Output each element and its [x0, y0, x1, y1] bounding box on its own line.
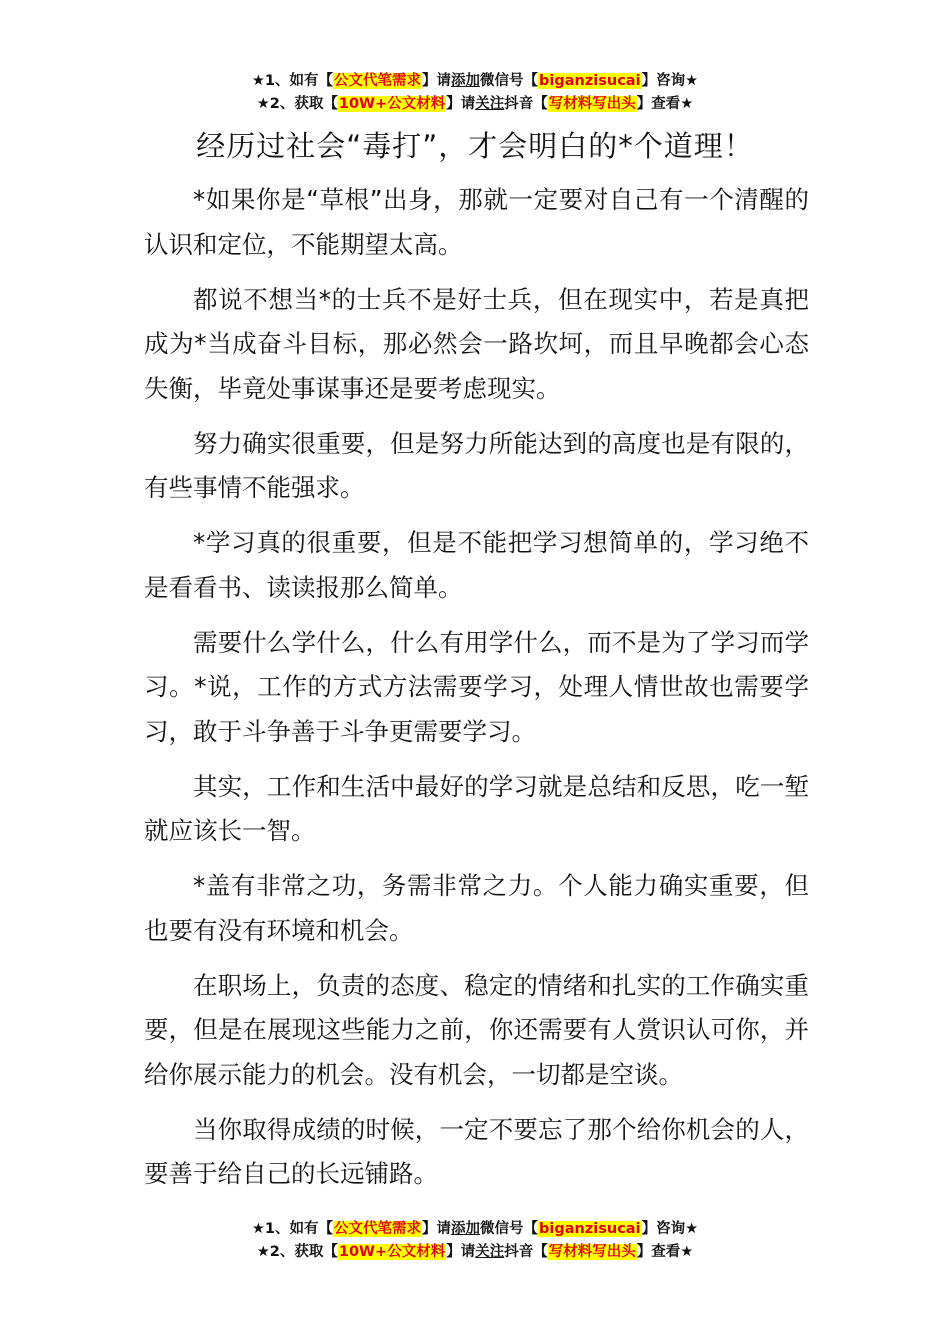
paragraph: 努力确实很重要，但是努力所能达到的高度也是有限的，有些事情不能强求。 [144, 428, 809, 502]
douyin-account: 写材料写出头 [548, 1244, 636, 1260]
promo-line-2 [0, 1241, 950, 1264]
promo-line-2 [0, 93, 950, 116]
promo-text: 抖音【 [504, 96, 548, 112]
promo-emphasis: 关注 [475, 1244, 505, 1260]
promo-text: 】咨询★ [641, 1221, 699, 1237]
promo-text: ★1、如有【 [251, 73, 334, 89]
promo-emphasis: 关注 [475, 96, 505, 112]
highlight-materials: 10W+公文材料 [338, 1244, 446, 1260]
promo-text: 】请 [422, 73, 452, 89]
document-body [144, 178, 809, 1207]
paragraph: *如果你是“草根”出身，那就一定要对自己有一个清醒的认识和定位，不能期望太高。 [144, 185, 809, 259]
promo-text: 】查看★ [636, 1244, 694, 1260]
paragraph: *学习真的很重要，但是不能把学习想简单的，学习绝不是看看书、读读报那么简单。 [144, 528, 809, 602]
paragraph: 其实，工作和生活中最好的学习就是总结和反思，吃一堑就应该长一智。 [144, 771, 809, 845]
paragraph: 需要什么学什么，什么有用学什么，而不是为了学习而学习。*说，工作的方式方法需要学习，处理人情世故也需要学习，敢于斗争善于斗争更需要学习。 [144, 627, 809, 746]
promo-emphasis: 添加 [451, 73, 481, 89]
promo-footer [0, 1218, 950, 1264]
promo-line-1 [0, 70, 950, 93]
promo-line-1 [0, 1218, 950, 1241]
promo-text: 】请 [446, 1244, 476, 1260]
paragraph: 当你取得成绩的时候，一定不要忘了那个给你机会的人，要善于给自己的长远铺路。 [144, 1114, 809, 1188]
wechat-id: biganzisucai [539, 1221, 641, 1237]
highlight-materials: 10W+公文材料 [338, 96, 446, 112]
wechat-id: biganzisucai [539, 73, 641, 89]
promo-text: 】请 [446, 96, 476, 112]
highlight-service: 公文代笔需求 [334, 1221, 422, 1237]
promo-text: 抖音【 [504, 1244, 548, 1260]
promo-text: 】咨询★ [641, 73, 699, 89]
promo-text: 微信号【 [480, 1221, 539, 1237]
paragraph: 在职场上，负责的态度、稳定的情绪和扎实的工作确实重要，但是在展现这些能力之前，你还需要有人赏识认可你，并给你展示能力的机会。没有机会，一切都是空谈。 [144, 970, 809, 1089]
paragraph: *盖有非常之功，务需非常之力。个人能力确实重要，但也要有没有环境和机会。 [144, 871, 809, 945]
paragraph: 都说不想当*的士兵不是好士兵，但在现实中，若是真把成为*当成奋斗目标，那必然会一路坎坷，而且早晚都会心态失衡，毕竟处事谋事还是要考虑现实。 [144, 284, 809, 403]
promo-text: ★2、获取【 [256, 96, 338, 112]
promo-text: ★1、如有【 [251, 1221, 334, 1237]
promo-text: 】请 [422, 1221, 452, 1237]
document-title: 经历过社会“毒打”，才会明白的*个道理！ [196, 129, 754, 163]
promo-text: 微信号【 [480, 73, 539, 89]
promo-text: 】查看★ [636, 96, 694, 112]
promo-emphasis: 添加 [451, 1221, 481, 1237]
promo-text: ★2、获取【 [256, 1244, 338, 1260]
promo-header [0, 70, 950, 116]
highlight-service: 公文代笔需求 [334, 73, 422, 89]
douyin-account: 写材料写出头 [548, 96, 636, 112]
